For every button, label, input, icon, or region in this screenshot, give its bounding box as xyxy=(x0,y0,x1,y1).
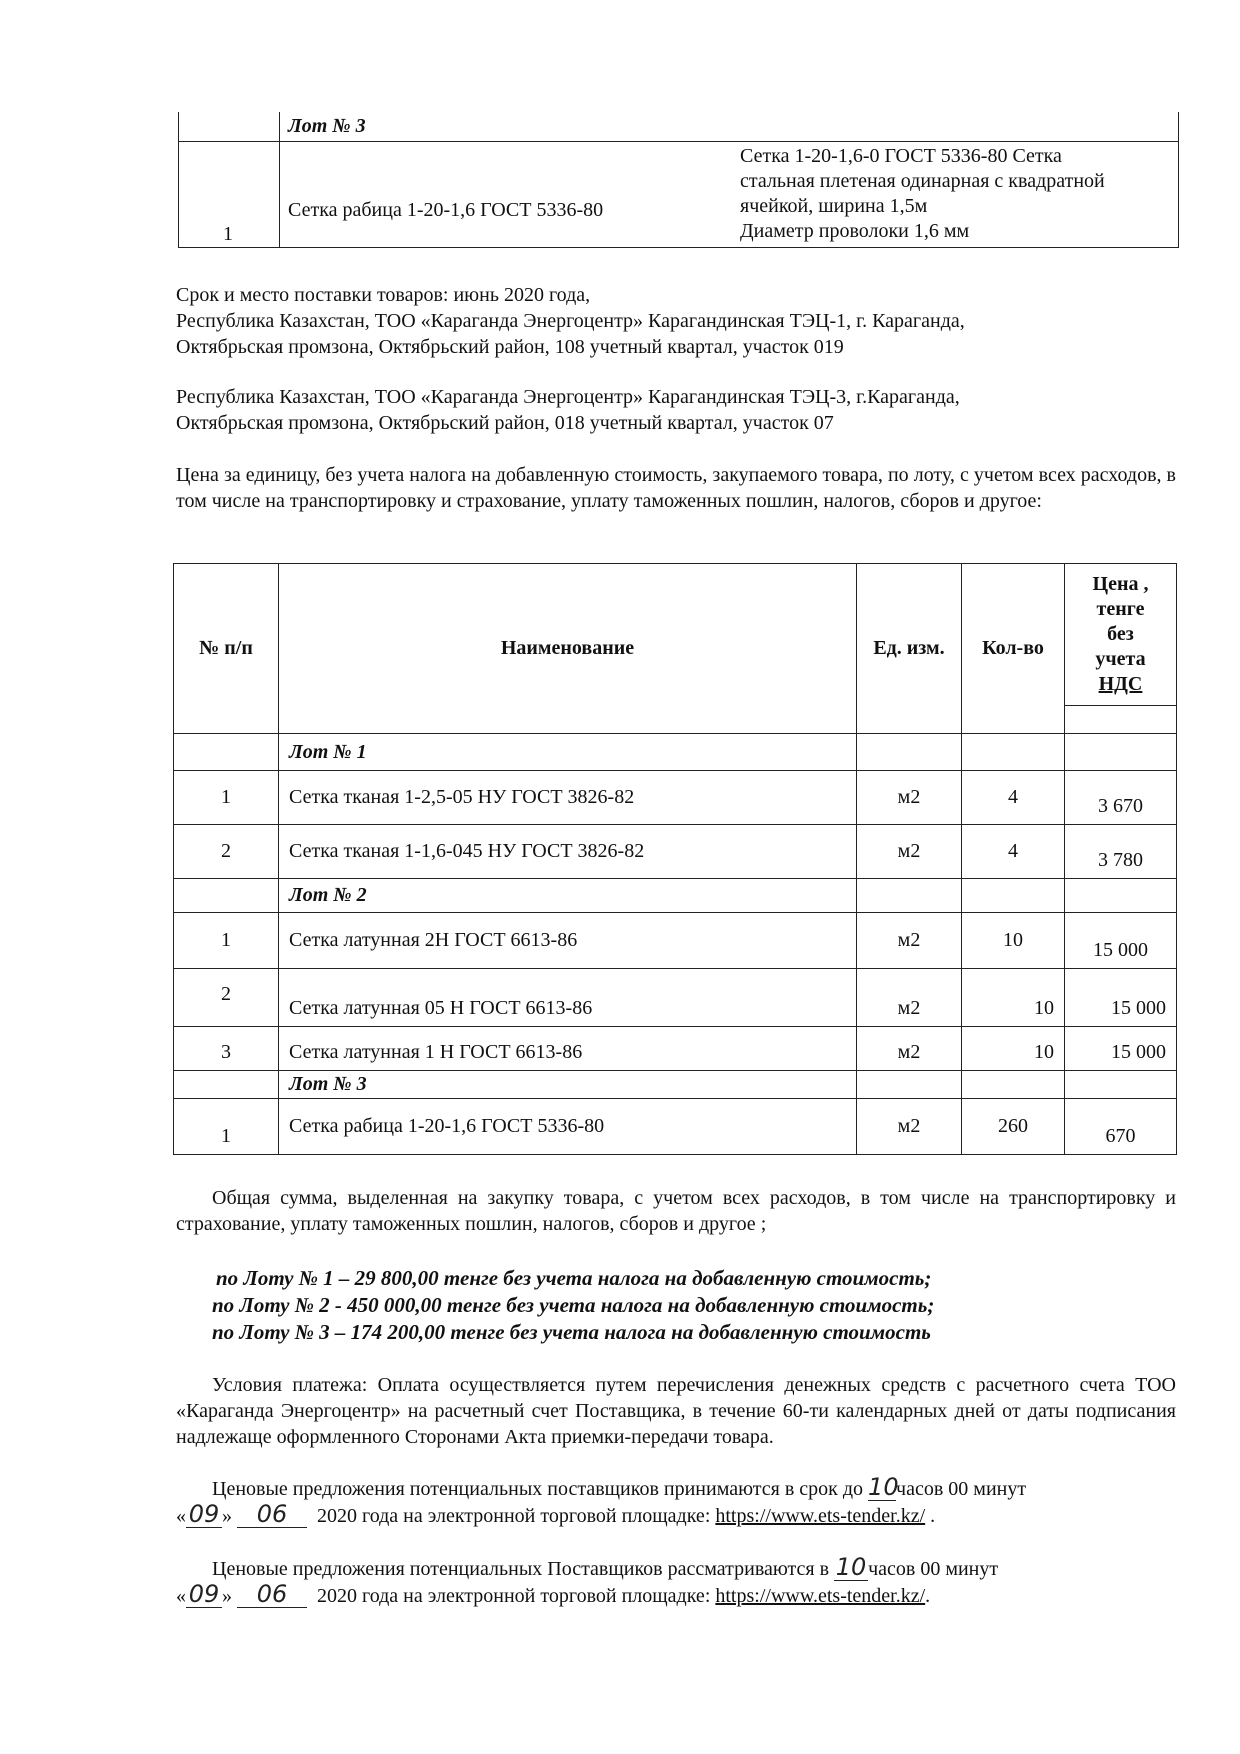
empty-cell xyxy=(174,1070,279,1098)
empty-cell xyxy=(1065,878,1177,913)
table-row xyxy=(174,771,1177,825)
cell-price: 15 000 xyxy=(1065,969,1177,1026)
cell-qty: 4 xyxy=(962,771,1065,825)
review-text: часов 00 минут xyxy=(868,1558,999,1580)
cell-price: 3 780 xyxy=(1065,824,1177,878)
quote-mark: « xyxy=(176,1505,186,1527)
spec-line: Сетка 1-20-1,6-0 ГОСТ 5336-80 Сетка xyxy=(740,145,1062,167)
col-header-price xyxy=(1065,564,1177,706)
handwritten-month: 06 xyxy=(237,1581,307,1608)
delivery-line: Республика Казахстан, ТОО «Караганда Энергоцентр» Карагандинская ТЭЦ-3, г.Караганда, xyxy=(176,386,960,408)
price-header-line: Цена , xyxy=(1092,573,1149,596)
delivery-line: Срок и место поставки товаров: июнь 2020 года, xyxy=(176,284,591,306)
cell-qty: 10 xyxy=(962,1026,1065,1070)
empty-cell xyxy=(857,878,962,913)
quote-mark: « xyxy=(176,1585,186,1607)
price-table xyxy=(173,563,1177,1155)
price-header-line: без xyxy=(1107,623,1134,646)
table-border xyxy=(178,247,1179,248)
empty-cell xyxy=(1065,1070,1177,1098)
table-border xyxy=(279,112,280,248)
handwritten-day: 09 xyxy=(186,1581,222,1608)
empty-cell xyxy=(962,1070,1065,1098)
table-row xyxy=(174,824,1177,878)
lot-sum: по Лоту № 1 – 29 800,00 тенге без учета налога на добавленную стоимость; xyxy=(216,1266,932,1290)
cell-unit: м2 xyxy=(857,1026,962,1070)
cell-qty: 260 xyxy=(962,1098,1065,1154)
cell-name: Сетка латунная 1 Н ГОСТ 6613-86 xyxy=(279,1026,857,1070)
cell-qty: 10 xyxy=(962,969,1065,1026)
item-spec xyxy=(740,144,1105,244)
lot-row xyxy=(174,878,1177,913)
accept-text: Ценовые предложения потенциальных поставщиков принимаются в срок до xyxy=(212,1478,869,1500)
review-text: . xyxy=(925,1585,931,1607)
price-header-line: тенге xyxy=(1096,598,1145,621)
empty-cell xyxy=(174,878,279,913)
table-row xyxy=(174,969,1177,1026)
quote-mark: » xyxy=(222,1505,232,1527)
review-text: 2020 года на электронной торговой площадке: xyxy=(317,1585,716,1607)
cell-unit: м2 xyxy=(857,1098,962,1154)
empty-cell xyxy=(857,1070,962,1098)
price-header-line: НДС xyxy=(1098,673,1143,696)
cell-price: 670 xyxy=(1065,1098,1177,1154)
cell-price: 15 000 xyxy=(1065,913,1177,969)
row-number: 1 xyxy=(223,223,233,245)
accept-text: . xyxy=(925,1505,936,1527)
cell-price: 3 670 xyxy=(1065,771,1177,825)
item-name: Сетка рабица 1-20-1,6 ГОСТ 5336-80 xyxy=(288,199,604,221)
table-row xyxy=(174,1098,1177,1154)
lot-label: Лот № 3 xyxy=(279,1070,857,1098)
cell-number: 3 xyxy=(174,1026,279,1070)
review-line-2 xyxy=(176,1581,930,1609)
col-header-qty: Кол-во xyxy=(962,564,1065,734)
spec-line: ячейкой, ширина 1,5м xyxy=(740,195,928,217)
cell-unit: м2 xyxy=(857,771,962,825)
accept-line-1 xyxy=(212,1474,1026,1502)
table-border xyxy=(178,141,1179,142)
ets-tender-link[interactable]: https://www.ets-tender.kz/ xyxy=(715,1505,926,1527)
cell-name: Сетка тканая 1-2,5-05 НУ ГОСТ 3826-82 xyxy=(279,771,857,825)
cell-number: 1 xyxy=(174,771,279,825)
total-intro: Общая сумма, выделенная на закупку товара, с учетом всех расходов, в том числе на транспортировку и страхование, уплату таможенных пошлин, налогов, сборов и другое ; xyxy=(176,1187,1176,1235)
cell-unit: м2 xyxy=(857,969,962,1026)
table-row xyxy=(174,913,1177,969)
delivery-line: Октябрьская промзона, Октябрьский район, 018 учетный квартал, участок 07 xyxy=(176,412,834,434)
empty-cell xyxy=(857,734,962,771)
cell-qty: 4 xyxy=(962,824,1065,878)
empty-cell xyxy=(1065,706,1177,734)
spec-line: стальная плетеная одинарная с квадратной xyxy=(740,170,1105,192)
handwritten-day: 09 xyxy=(186,1501,222,1528)
lot-label: Лот № 3 xyxy=(288,115,366,137)
cell-number: 1 xyxy=(174,913,279,969)
header-row xyxy=(174,564,1177,706)
col-header-unit: Ед. изм. xyxy=(857,564,962,734)
cell-qty: 10 xyxy=(962,913,1065,969)
handwritten-hour: 10 xyxy=(868,1473,899,1501)
table-row xyxy=(174,1026,1177,1070)
col-header-name: Наименование xyxy=(279,564,857,734)
quote-mark: » xyxy=(222,1585,232,1607)
ets-tender-link[interactable]: https://www.ets-tender.kz/ xyxy=(715,1585,926,1607)
lot-row xyxy=(174,734,1177,771)
cell-number: 2 xyxy=(174,969,279,1026)
empty-cell xyxy=(1065,734,1177,771)
cell-number: 1 xyxy=(174,1098,279,1154)
lot-sum: по Лоту № 2 - 450 000,00 тенге без учета налога на добавленную стоимость; xyxy=(212,1293,935,1317)
cell-name: Сетка тканая 1-1,6-045 НУ ГОСТ 3826-82 xyxy=(279,824,857,878)
accept-text: 2020 года на электронной торговой площадке: xyxy=(317,1505,716,1527)
handwritten-month: 06 xyxy=(237,1501,307,1528)
lot-sum: по Лоту № 3 – 174 200,00 тенге без учета налога на добавленную стоимость xyxy=(212,1320,931,1344)
table-border xyxy=(178,112,179,248)
empty-cell xyxy=(962,878,1065,913)
cell-name: Сетка латунная 05 Н ГОСТ 6613-86 xyxy=(279,969,857,1026)
accept-text: часов 00 минут xyxy=(896,1478,1027,1500)
accept-line-2 xyxy=(176,1501,935,1529)
handwritten-hour: 10 xyxy=(835,1553,867,1581)
review-text: Ценовые предложения потенциальных Поставщиков рассматриваются в xyxy=(212,1558,835,1580)
lot-row xyxy=(174,1070,1177,1098)
lot-label: Лот № 2 xyxy=(279,878,857,913)
price-intro: Цена за единицу, без учета налога на добавленную стоимость, закупаемого товара, по лоту, с учетом всех расходов, в том числе на транспортировку и страхование, уплату таможенных пошлин, налогов, сборов и другое: xyxy=(176,464,1176,512)
empty-cell xyxy=(962,734,1065,771)
payment-terms: Условия платежа: Оплата осуществляется путем перечисления денежных средств с расчетного счета ТОО «Караганда Энергоцентр» на расчетный счет Поставщика, в течение 60-ти календарных дней от даты подписания надлежаще оформленного Сторонами Акта приемки-передачи товара. xyxy=(176,1374,1176,1448)
col-header-number: № п/п xyxy=(174,564,279,734)
delivery-line: Республика Казахстан, ТОО «Караганда Энергоцентр» Карагандинская ТЭЦ-1, г. Караганда, xyxy=(176,310,965,332)
table-border xyxy=(1178,112,1179,248)
review-line-1 xyxy=(212,1554,998,1582)
cell-name: Сетка латунная 2Н ГОСТ 6613-86 xyxy=(279,913,857,969)
cell-price: 15 000 xyxy=(1065,1026,1177,1070)
empty-cell xyxy=(174,734,279,771)
cell-unit: м2 xyxy=(857,824,962,878)
price-header-line: учета xyxy=(1095,648,1146,671)
spec-line: Диаметр проволоки 1,6 мм xyxy=(740,220,970,242)
lot3-fragment-table xyxy=(178,112,1179,248)
lot-label: Лот № 1 xyxy=(279,734,857,771)
cell-name: Сетка рабица 1-20-1,6 ГОСТ 5336-80 xyxy=(279,1098,857,1154)
cell-unit: м2 xyxy=(857,913,962,969)
delivery-line: Октябрьская промзона, Октябрьский район, 108 учетный квартал, участок 019 xyxy=(176,336,844,358)
cell-number: 2 xyxy=(174,824,279,878)
